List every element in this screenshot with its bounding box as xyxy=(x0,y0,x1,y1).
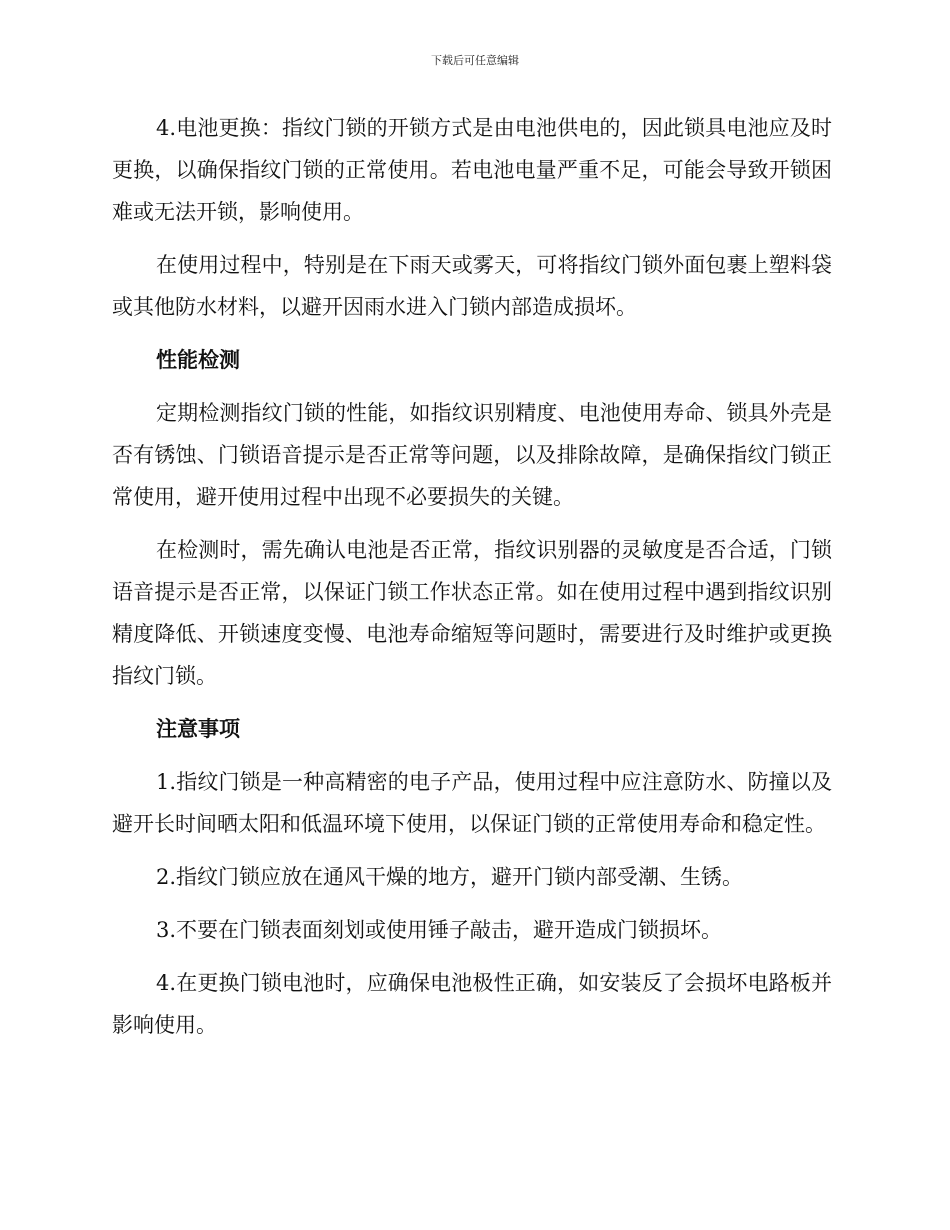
document-body xyxy=(112,107,832,1057)
paragraph-precaution-2: 2.指纹门锁应放在通风干燥的地方，避开门锁内部受潮、生锈。 xyxy=(156,865,744,889)
paragraph-regular-testing: 定期检测指纹门锁的性能，如指纹识别精度、电池使用寿命、锁具外壳是否有锈蚀、门锁语音提示是否正常等问题，以及排除故障，是确保指纹门锁正常使用，避开使用过程中出现不必要损失的关键。 xyxy=(112,401,832,509)
paragraph-precaution-4: 4.在更换门锁电池时，应确保电池极性正确，如安装反了会损坏电路板并影响使用。 xyxy=(112,971,832,1037)
page-header: 下载后可任意编辑 xyxy=(431,54,519,67)
paragraph-battery-replacement: 4.电池更换：指纹门锁的开锁方式是由电池供电的，因此锁具电池应及时更换，以确保指纹门锁的正常使用。若电池电量严重不足，可能会导致开锁困难或无法开锁，影响使用。 xyxy=(112,116,832,224)
section-heading-performance-test: 性能检测 xyxy=(156,348,240,372)
paragraph-precaution-1: 1.指纹门锁是一种高精密的电子产品，使用过程中应注意防水、防撞以及避开长时间晒太阳和低温环境下使用，以保证门锁的正常使用寿命和稳定性。 xyxy=(112,770,832,836)
paragraph-testing-details: 在检测时，需先确认电池是否正常，指纹识别器的灵敏度是否合适，门锁语音提示是否正常，以保证门锁工作状态正常。如在使用过程中遇到指纹识别精度降低、开锁速度变慢、电池寿命缩短等问题时，需要进行及时维护或更换指纹门锁。 xyxy=(112,538,832,688)
paragraph-waterproofing: 在使用过程中，特别是在下雨天或雾天，可将指纹门锁外面包裹上塑料袋或其他防水材料，以避开因雨水进入门锁内部造成损坏。 xyxy=(112,253,832,319)
paragraph-precaution-3: 3.不要在门锁表面刻划或使用锤子敲击，避开造成门锁损坏。 xyxy=(156,918,723,942)
section-heading-precautions: 注意事项 xyxy=(156,717,240,741)
